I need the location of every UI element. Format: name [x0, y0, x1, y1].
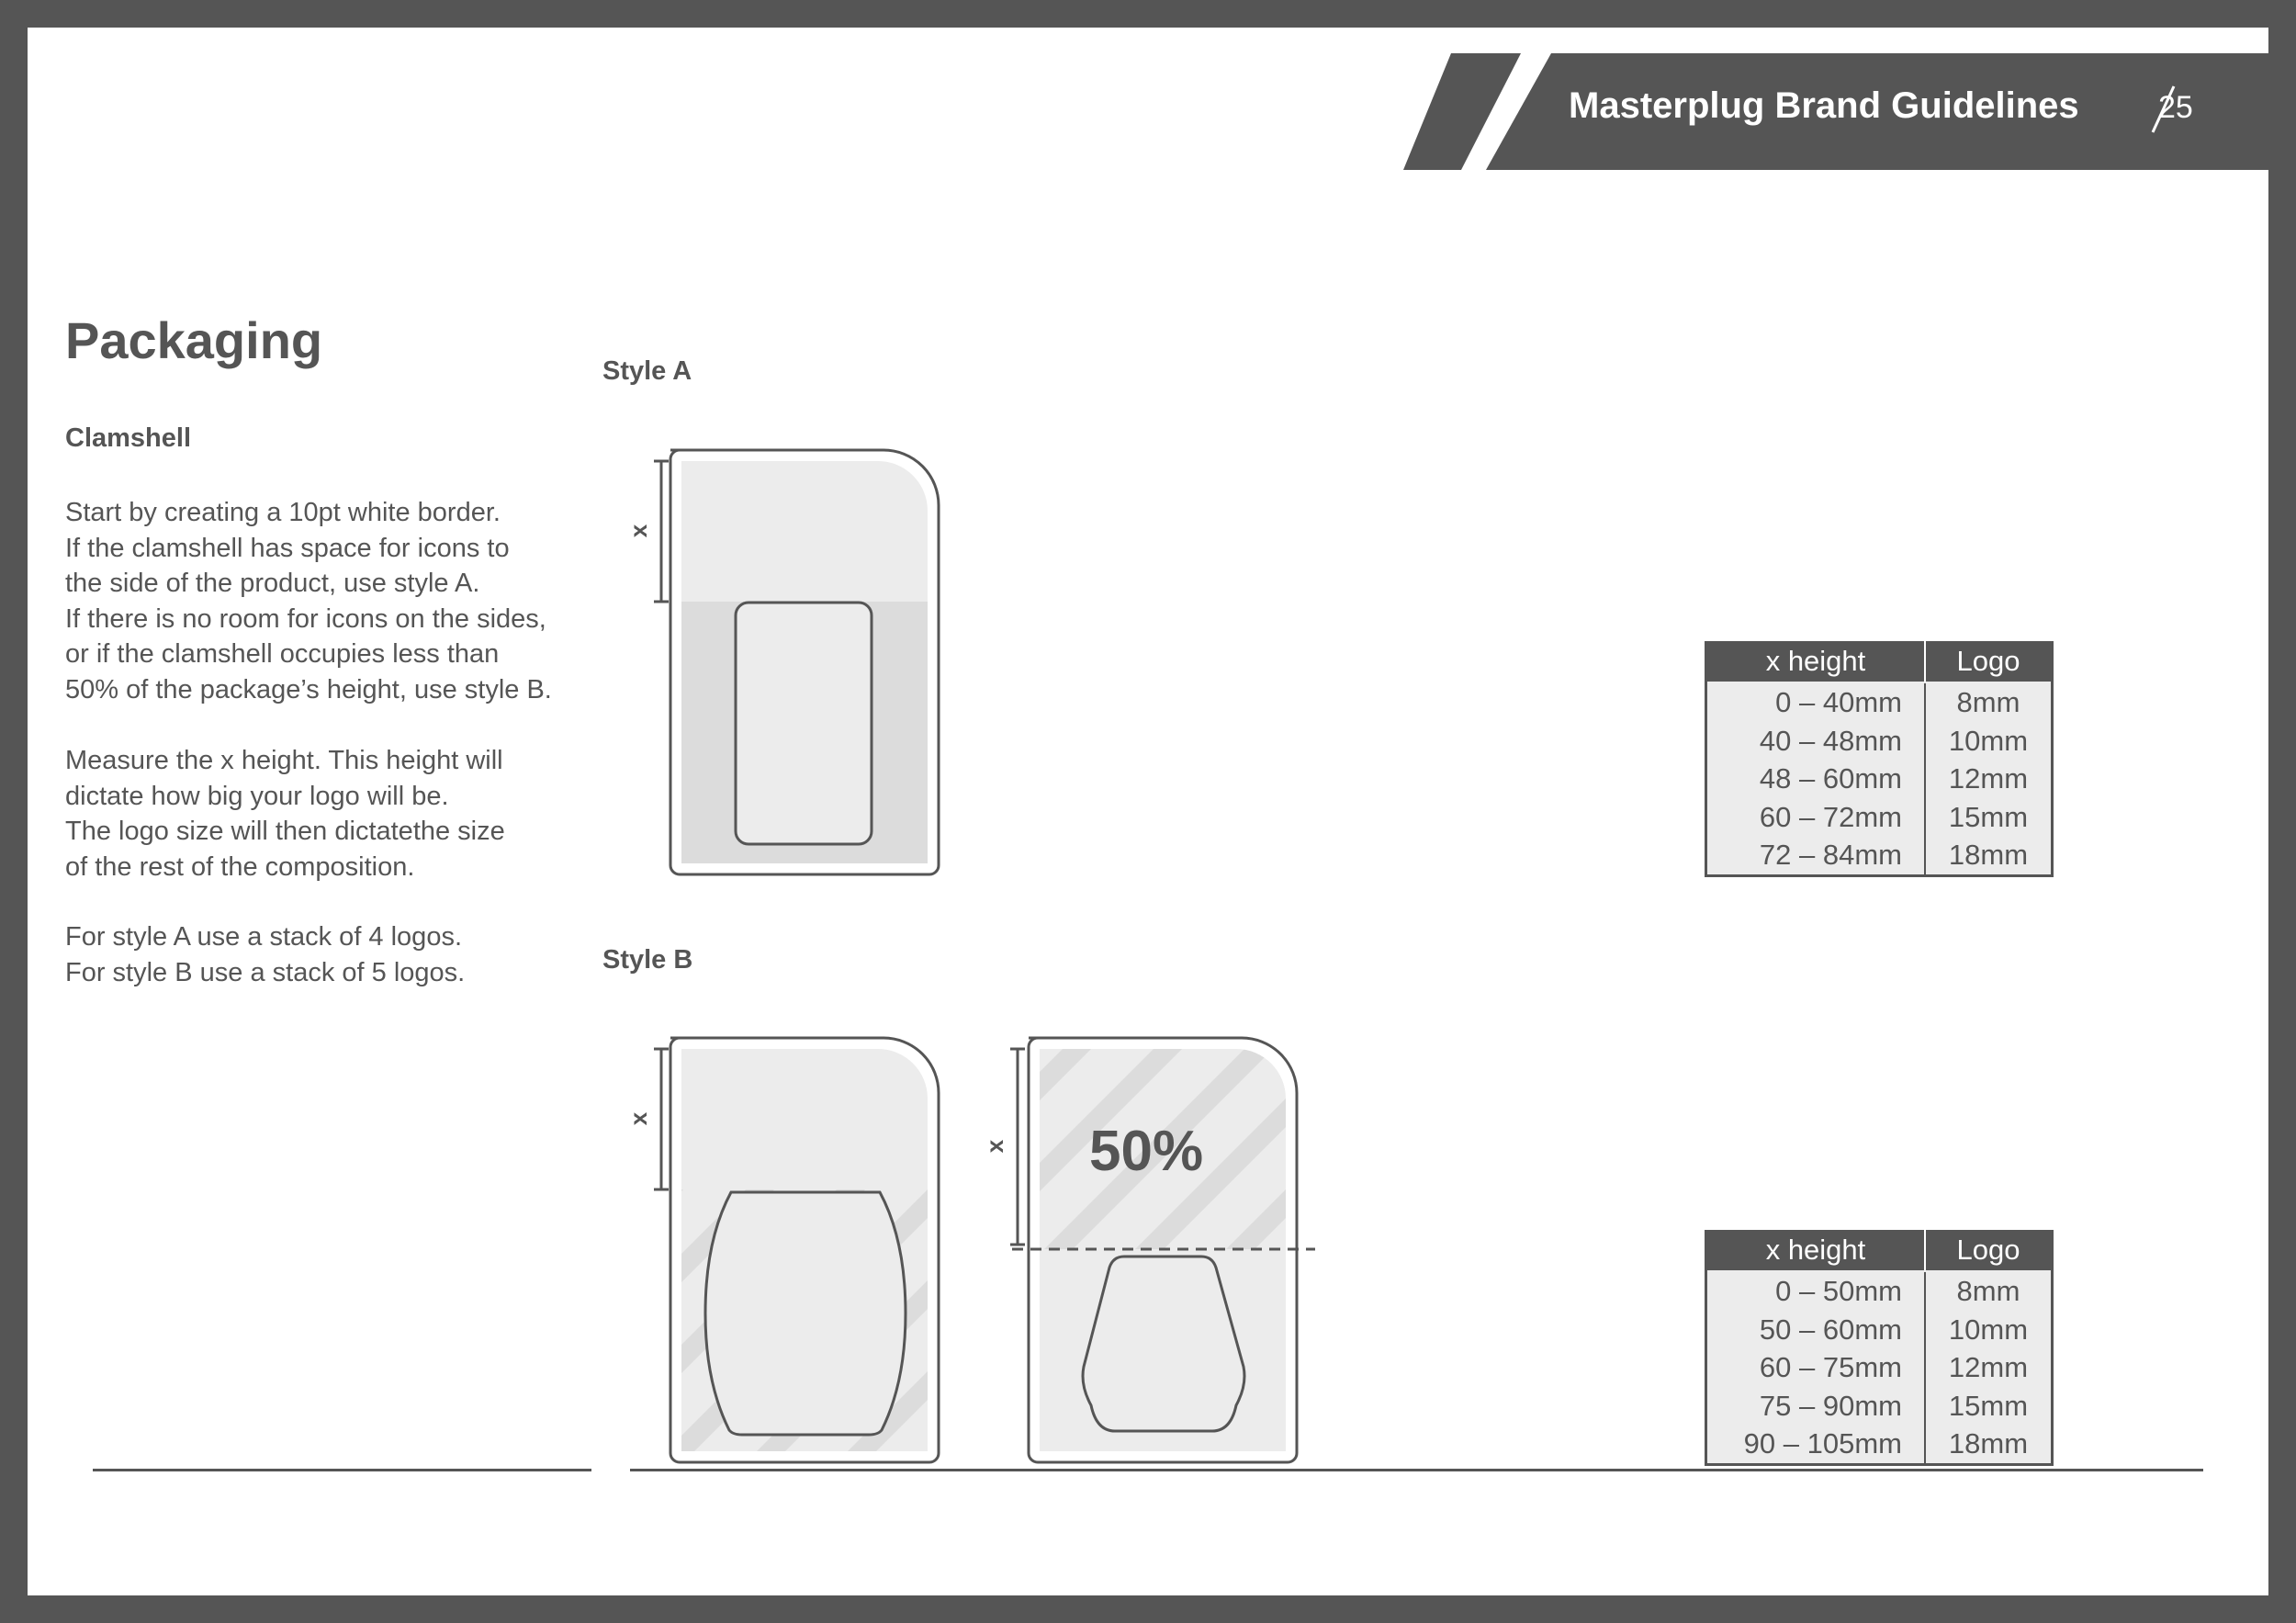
- cell-logo: 10mm: [1948, 724, 2029, 757]
- x-label: x: [981, 1139, 1008, 1154]
- page-number: 25: [2158, 90, 2193, 125]
- cell-x-height: 0 – 50mm: [1707, 1272, 1926, 1311]
- cell-x-height: 48 – 60mm: [1707, 760, 1926, 798]
- table-row: [1707, 722, 2051, 761]
- style-b-diagram-side: [625, 1029, 955, 1470]
- cell-x-height: 90 – 105mm: [1707, 1425, 1926, 1463]
- cell-x-height: 75 – 90mm: [1707, 1387, 1926, 1426]
- table-row: [1707, 1387, 2051, 1426]
- x-height-marker: [1010, 1049, 1025, 1245]
- text-line: If the clamshell has space for icons to: [65, 533, 510, 563]
- header-logo: Logo: [1956, 645, 2020, 677]
- cell-x-height: 0 – 40mm: [1707, 683, 1926, 722]
- x-height-marker: [654, 1049, 669, 1189]
- cell-logo: 12mm: [1948, 762, 2029, 795]
- table-row: [1707, 1270, 2051, 1311]
- text-line: or if the clamshell occupies less than: [65, 639, 500, 669]
- cell-x-height: 72 – 84mm: [1707, 836, 1926, 874]
- paragraph-measure: [65, 743, 505, 885]
- x-label: x: [625, 524, 652, 538]
- style-b-size-table: [1705, 1230, 2054, 1466]
- table-header: [1707, 1230, 2051, 1270]
- text-line: the side of the product, use style A.: [65, 569, 480, 598]
- header-x-height: x height: [1707, 1230, 1926, 1270]
- header-logo: Logo: [1956, 1234, 2020, 1266]
- text-line: If there is no room for icons on the sides,: [65, 603, 546, 634]
- document-title: Masterplug Brand Guidelines: [1569, 85, 2079, 126]
- footer-rule-right: [630, 1469, 2203, 1471]
- product-shape: [736, 603, 872, 844]
- text-line: 50% of the package’s height, use style B.: [65, 674, 552, 704]
- text-line: For style A use a stack of 4 logos.: [65, 922, 462, 952]
- cell-logo: 18mm: [1948, 839, 2029, 872]
- table-row: [1707, 1311, 2051, 1349]
- table-row: [1707, 1425, 2051, 1463]
- paragraph-intro: [65, 495, 552, 707]
- cell-logo: 10mm: [1948, 1313, 2029, 1346]
- product-shape: [705, 1192, 906, 1435]
- style-b-diagram-half: [981, 1029, 1322, 1470]
- x-label: x: [625, 1111, 652, 1126]
- cell-logo: 12mm: [1948, 1351, 2029, 1384]
- table-row: [1707, 836, 2051, 874]
- cell-logo: 18mm: [1948, 1427, 2029, 1460]
- style-a-size-table: [1705, 641, 2054, 877]
- text-line: The logo size will then dictatethe size: [65, 817, 505, 846]
- percent-label: 50%: [1089, 1120, 1204, 1183]
- table-row: [1707, 682, 2051, 722]
- section-subtitle: Clamshell: [65, 423, 191, 453]
- table-row: [1707, 1348, 2051, 1387]
- cell-x-height: 40 – 48mm: [1707, 722, 1926, 761]
- table-row: [1707, 760, 2051, 798]
- text-line: Start by creating a 10pt white border.: [65, 498, 501, 527]
- text-line: of the rest of the composition.: [65, 851, 415, 882]
- cell-logo: 15mm: [1948, 800, 2029, 833]
- style-a-label: Style A: [602, 356, 692, 386]
- cell-x-height: 60 – 75mm: [1707, 1348, 1926, 1387]
- paragraph-stack: [65, 919, 465, 990]
- style-b-label: Style B: [602, 945, 693, 975]
- logo-zone: [681, 461, 928, 602]
- cell-logo: 8mm: [1956, 1275, 2020, 1307]
- cell-x-height: 50 – 60mm: [1707, 1311, 1926, 1349]
- cell-logo: 8mm: [1956, 686, 2020, 718]
- table-row: [1707, 798, 2051, 837]
- header-x-height: x height: [1707, 641, 1926, 682]
- logo-zone: [681, 1049, 928, 1189]
- text-line: For style B use a stack of 5 logos.: [65, 957, 466, 987]
- product-shape: [1083, 1257, 1244, 1431]
- cell-logo: 15mm: [1948, 1389, 2029, 1422]
- table-header: [1707, 641, 2051, 682]
- footer-rule-left: [93, 1469, 591, 1471]
- text-line: Measure the x height. This height will: [65, 746, 503, 775]
- x-height-marker: [654, 461, 669, 602]
- cell-x-height: 60 – 72mm: [1707, 798, 1926, 837]
- text-line: dictate how big your logo will be.: [65, 781, 449, 811]
- section-title: Packaging: [65, 311, 323, 369]
- style-a-diagram: [625, 441, 955, 882]
